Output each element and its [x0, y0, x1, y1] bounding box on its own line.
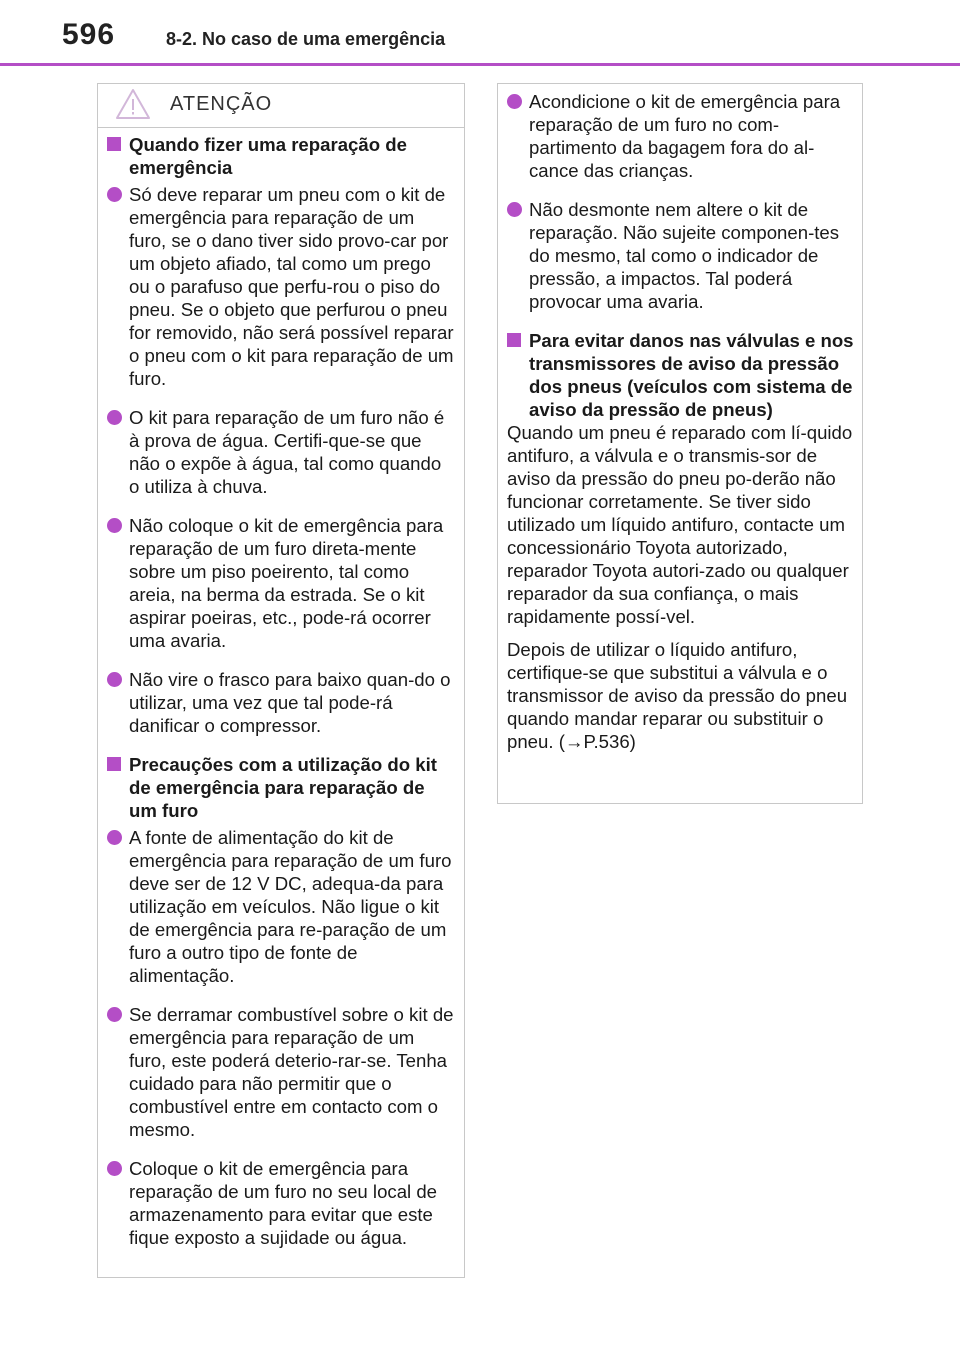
paragraph: Quando um pneu é reparado com lí-quido antifuro, a válvula e o transmis-sor de aviso da pressão do pneu po-derão não funcionar corretamente. Se tiver sido utilizado um líquido antifuro, contacte um concessionário Toyota autorizado, reparador Toyota autori-zado ou qualquer reparador da sua confiança, o mais rapidamente possí-vel.	[507, 422, 853, 627]
list-item-text: O kit para reparação de um furo não é à prova de água. Certifi-que-se que não o expõe à água, tal como quando o utiliza à chuva.	[129, 407, 445, 497]
bullet-icon	[107, 830, 122, 845]
subheading	[107, 753, 456, 822]
square-bullet-icon	[107, 757, 121, 771]
bullet-icon	[507, 202, 522, 217]
page-header	[0, 0, 960, 70]
list-item	[507, 90, 854, 182]
bullet-icon	[107, 518, 122, 533]
bullet-icon	[507, 94, 522, 109]
bullet-icon	[107, 1161, 122, 1176]
bullet-icon	[107, 672, 122, 687]
square-bullet-icon	[507, 333, 521, 347]
square-bullet-icon	[107, 137, 121, 151]
subheading-text: Para evitar danos nas válvulas e nos transmissores de aviso da pressão dos pneus (veículos com sistema de aviso da pressão de pneus)	[529, 330, 854, 420]
list-item	[107, 1157, 456, 1249]
subheading-text: Quando fizer uma reparação de emergência	[129, 134, 407, 178]
list-item-text: Não coloque o kit de emergência para reparação de um furo direta-mente sobre um piso poeirento, tal como areia, na berma da estrada. Se o kit aspirar poeiras, etc., pode-rá ocorrer uma avaria.	[129, 515, 444, 651]
subheading	[507, 329, 854, 421]
list-item-text: Não vire o frasco para baixo quan-do o utilizar, uma vez que tal pode-rá danificar o compressor.	[129, 669, 451, 736]
list-item	[107, 826, 456, 987]
list-item-text: Acondicione o kit de emergência para reparação de um furo no com-partimento da bagagem fora do al-cance das crianças.	[529, 91, 841, 181]
list-item	[107, 668, 456, 737]
bullet-icon	[107, 410, 122, 425]
list-item-text: A fonte de alimentação do kit de emergência para reparação de um furo deve ser de 12 V DC, adequa-da para utilização em veículos. Não ligue o kit de emergência para re-paração de um furo a outro tipo de fonte de alimentação.	[129, 827, 452, 986]
list-item-text: Só deve reparar um pneu com o kit de emergência para reparação de um furo, se o dano tiver sido provo-car por um objeto afiado, tal como um prego ou o parafuso que perfu-rou o piso do pneu. Se o objeto que perfurou o pneu for removido, não será possível reparar o pneu com o kit para reparação de um furo.	[129, 184, 454, 389]
warning-label: ATENÇÃO	[170, 93, 273, 115]
page-number: 596	[62, 18, 116, 51]
warning-content-right	[507, 90, 854, 753]
warning-triangle-icon	[115, 88, 151, 120]
list-item	[107, 183, 456, 390]
warning-content-left	[107, 133, 456, 1249]
subheading-text: Precauções com a utilização do kit de emergência para reparação de um furo	[129, 754, 437, 821]
header-divider	[0, 63, 960, 66]
list-item-text: Coloque o kit de emergência para reparação de um furo no seu local de armazenamento para evitar que este fique exposto a sujidade ou água.	[129, 1158, 438, 1248]
warning-box-header	[98, 84, 464, 128]
paragraph: Depois de utilizar o líquido antifuro, certifique-se que substitui a válvula e o transmissor de aviso da pressão do pneu quando mandar reparar ou substituir o pneu. (→P.536)	[507, 639, 848, 752]
bullet-icon	[107, 187, 122, 202]
list-item-text: Se derramar combustível sobre o kit de emergência para reparação de um furo, este poderá deterio-rar-se. Tenha cuidado para não permitir que o combustível entre em contacto com o mesmo.	[129, 1004, 454, 1140]
bullet-icon	[107, 1007, 122, 1022]
list-item	[107, 1003, 456, 1141]
section-title: 8-2. No caso de uma emergência	[166, 29, 446, 49]
warning-box-continued	[497, 83, 863, 804]
list-item	[507, 198, 854, 313]
list-item	[107, 406, 456, 498]
list-item-text: Não desmonte nem altere o kit de reparação. Não sujeite componen-tes do mesmo, tal como o indicador de pressão, a impactos. Tal poderá provocar uma avaria.	[529, 199, 840, 312]
warning-box	[97, 83, 465, 1278]
list-item	[107, 514, 456, 652]
subheading	[107, 133, 456, 179]
